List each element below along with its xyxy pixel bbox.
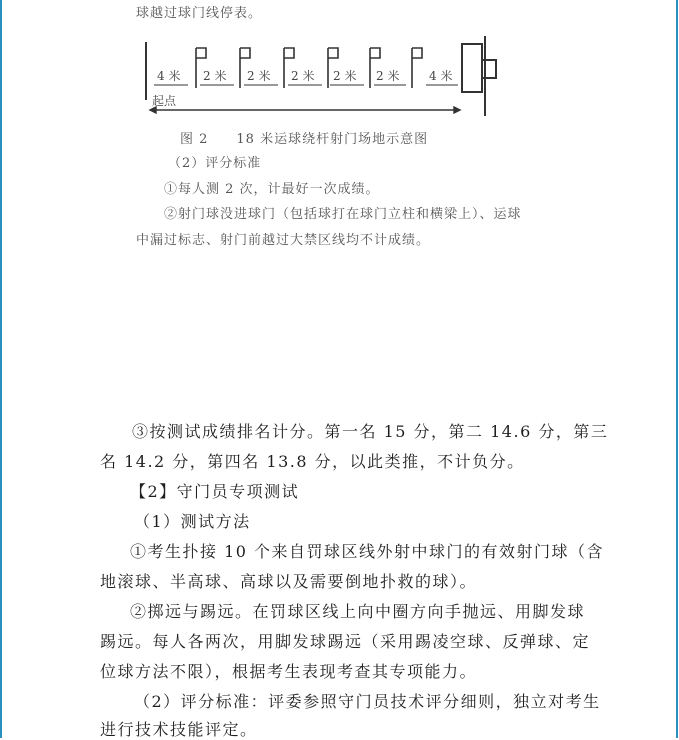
field-diagram bbox=[140, 34, 510, 120]
segment-label-3: 2 米 bbox=[247, 69, 271, 83]
method-2-line3: 位球方法不限），根据考生表现考查其专项能力。 bbox=[100, 662, 478, 681]
paragraph-ranking-line2: 名 14.2 分，第四名 13.8 分，以此类推，不计负分。 bbox=[100, 452, 525, 471]
criteria-line2: 进行技术技能评定。 bbox=[100, 720, 258, 739]
method-1-line2: 地滚球、半高球、高球以及需要倒地扑救的球）。 bbox=[100, 572, 478, 591]
segment-label-7: 4 米 bbox=[429, 69, 453, 83]
method-1-line1: ①考生扑接 10 个来自罚球区线外射中球门的有效射门球（含 bbox=[130, 542, 605, 561]
method-2-line1: ②掷远与踢远。在罚球区线上向中圈方向手抛远、用脚发球 bbox=[130, 602, 586, 621]
goal-icon bbox=[462, 36, 496, 116]
segment-label-4: 2 米 bbox=[291, 69, 315, 83]
segment-label-2: 2 米 bbox=[203, 69, 227, 83]
method-heading: （1）测试方法 bbox=[134, 512, 251, 531]
page-border-right bbox=[676, 0, 678, 738]
segment-label-1: 4 米 bbox=[157, 69, 181, 83]
segment-label-5: 2 米 bbox=[333, 69, 357, 83]
page-border-left bbox=[0, 0, 2, 738]
paragraph-ranking-line1: ③按测试成绩排名计分。第一名 15 分，第二 14.6 分，第三 bbox=[132, 422, 609, 441]
segment-label-6: 2 米 bbox=[376, 69, 400, 83]
section-heading-goalkeeper: 【2】守门员专项测试 bbox=[130, 482, 300, 501]
start-label: 起点 bbox=[152, 94, 177, 108]
scan-criteria-2-line1: ②射门球没进球门（包括球打在球门立柱和横梁上）、运球 bbox=[164, 207, 522, 222]
scan-criteria-1: ①每人测 2 次，计最好一次成绩。 bbox=[164, 182, 380, 197]
figure-caption: 图 2 18 米运球绕杆射门场地示意图 bbox=[180, 132, 429, 147]
distance-arrow bbox=[150, 107, 460, 113]
flag-6 bbox=[412, 48, 422, 88]
scan-criteria-2-line2: 中漏过标志、射门前越过大禁区线均不计成绩。 bbox=[136, 233, 431, 248]
method-2-line2: 踢远。每人各两次，用脚发球踢远（采用踢凌空球、反弹球、定 bbox=[100, 632, 591, 651]
criteria-line1: （2）评分标准：评委参照守门员技术评分细则，独立对考生 bbox=[134, 692, 601, 711]
scan-top-line: 球越过球门线停表。 bbox=[136, 6, 263, 21]
scan-criteria-heading: （2）评分标准 bbox=[168, 156, 262, 171]
